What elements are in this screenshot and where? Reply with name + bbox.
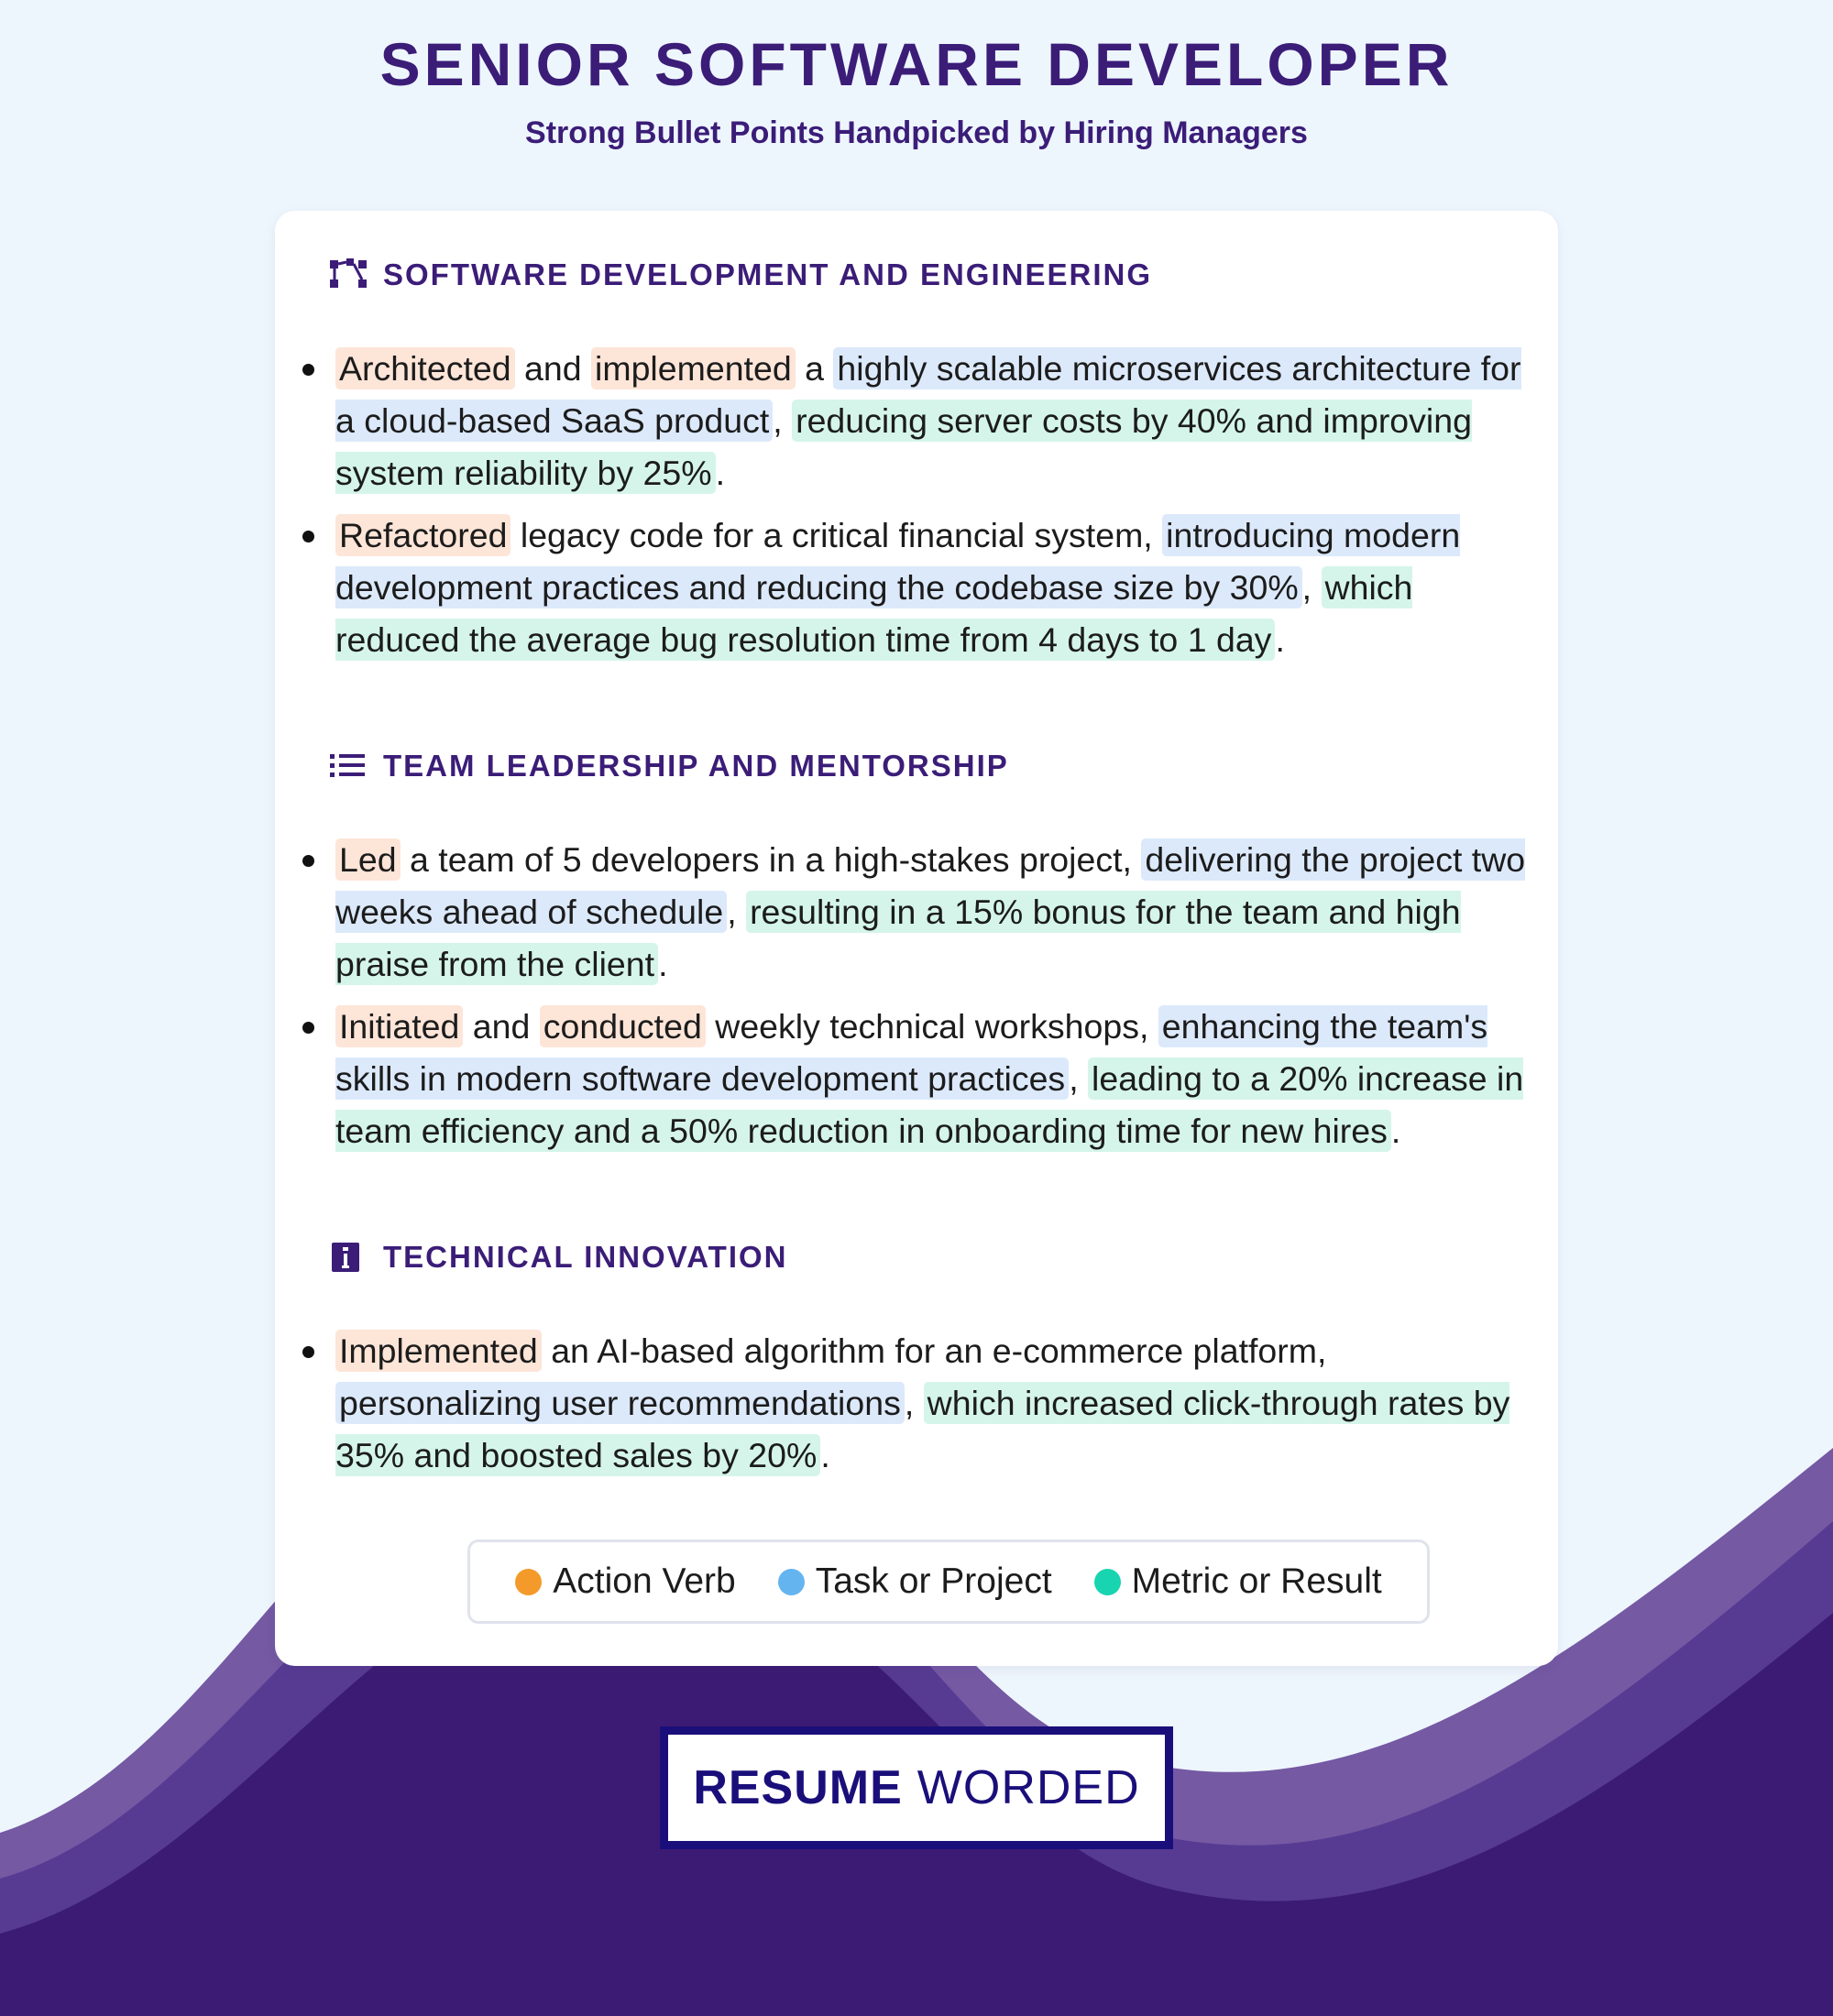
bullet-dot: [302, 1346, 314, 1358]
legend-label: Task or Project: [815, 1561, 1052, 1601]
highlight-metric: resulting in a 15% bonus for the team and high praise from the client: [335, 893, 1461, 983]
legend-item-action-verb: [515, 1561, 735, 1602]
legend-label: Metric or Result: [1131, 1561, 1382, 1601]
teal-dot-icon: [1094, 1569, 1121, 1595]
bullet-segment: weekly technical workshops,: [705, 1007, 1158, 1046]
bullet-item: [275, 343, 1558, 499]
highlight-metric: leading to a 20% increase in team efficiency and a 50% reduction in onboarding time for new hires: [335, 1059, 1524, 1150]
legend-item-metric-or-result: [1094, 1561, 1382, 1602]
section-header: [328, 255, 1152, 295]
highlight-task: introducing modern development practices and reducing the codebase size by 30%: [335, 516, 1461, 607]
bullet-segment: .: [715, 454, 725, 492]
highlight-metric: which increased click-through rates by 35% and boosted sales by 20%: [335, 1384, 1510, 1474]
bullet-list: [275, 1325, 1558, 1492]
page-header: [0, 0, 1833, 151]
highlight-verb: Refactored: [335, 514, 510, 556]
highlight-metric: reducing server costs by 40% and improving system reliability by 25%: [335, 401, 1472, 492]
bullet-segment: a team of 5 developers in a high-stakes project,: [400, 840, 1142, 879]
bullet-dot: [302, 1022, 314, 1034]
bullet-segment: .: [1275, 620, 1285, 659]
section-title: SOFTWARE DEVELOPMENT AND ENGINEERING: [383, 257, 1152, 291]
bullet-segment: ,: [904, 1384, 924, 1422]
bullet-segment: a: [795, 349, 834, 388]
highlight-task: enhancing the team's skills in modern software development practices: [335, 1007, 1488, 1098]
legend-label: Action Verb: [553, 1561, 736, 1601]
bullet-item: [275, 509, 1558, 666]
bullet-segment: an AI-based algorithm for an e-commerce platform,: [541, 1331, 1327, 1370]
bullet-segment: and: [514, 349, 591, 388]
bullet-dot: [302, 364, 314, 376]
bullet-item: [275, 1325, 1558, 1482]
bullet-list: [275, 834, 1558, 1167]
highlight-task: highly scalable microservices architecture for a cloud-based SaaS product: [335, 349, 1521, 440]
bullet-segment: ,: [773, 401, 793, 440]
brand-name-bold: RESUME: [693, 1761, 903, 1814]
blue-dot-icon: [778, 1569, 805, 1595]
highlight-verb: Initiated: [335, 1005, 463, 1047]
resume-card: [275, 211, 1558, 1666]
bullet-item: [275, 1001, 1558, 1157]
page-subtitle: Strong Bullet Points Handpicked by Hiring Managers: [525, 115, 1308, 150]
section-title: TECHNICAL INNOVATION: [383, 1240, 788, 1274]
bullet-segment: ,: [1301, 568, 1322, 607]
bullet-dot: [302, 531, 314, 542]
highlight-verb: Architected: [335, 347, 515, 389]
section-header: [328, 1237, 788, 1277]
highlight-verb: Implemented: [335, 1330, 542, 1372]
bullet-segment: and: [463, 1007, 540, 1046]
highlight-task: delivering the project two weeks ahead of schedule: [335, 840, 1526, 931]
bullet-segment: .: [820, 1436, 830, 1474]
bullet-list: [275, 343, 1558, 676]
list-icon: [328, 746, 368, 786]
bullet-segment: .: [658, 945, 668, 983]
bullet-segment: ,: [727, 893, 747, 931]
bullet-text: [335, 1005, 1523, 1152]
info-square-icon: [328, 1237, 368, 1277]
bullet-text: [335, 1330, 1509, 1476]
bullet-text: [335, 514, 1460, 661]
highlight-verb: Led: [335, 838, 401, 881]
bullet-text: [335, 347, 1521, 494]
page-title: SENIOR SOFTWARE DEVELOPER: [379, 30, 1454, 98]
bullet-text: [335, 838, 1525, 985]
bullet-segment: .: [1390, 1112, 1401, 1150]
highlight-metric: which reduced the average bug resolution time from 4 days to 1 day: [335, 568, 1413, 659]
resume-worded-logo[interactable]: [660, 1726, 1173, 1849]
highlight-verb: implemented: [591, 347, 796, 389]
diagram-nodes-icon: [328, 255, 368, 295]
bullet-item: [275, 834, 1558, 991]
highlight-verb: conducted: [540, 1005, 706, 1047]
bullet-segment: legacy code for a critical financial system,: [510, 516, 1163, 554]
bullet-dot: [302, 855, 314, 867]
brand-name-regular: WORDED: [916, 1761, 1140, 1814]
legend-item-task-or-project: [778, 1561, 1052, 1602]
orange-dot-icon: [515, 1569, 542, 1595]
section-header: [328, 746, 1009, 786]
highlight-legend: [467, 1539, 1430, 1624]
section-title: TEAM LEADERSHIP AND MENTORSHIP: [383, 749, 1009, 783]
bullet-segment: ,: [1069, 1059, 1089, 1098]
highlight-task: personalizing user recommendations: [335, 1382, 905, 1424]
